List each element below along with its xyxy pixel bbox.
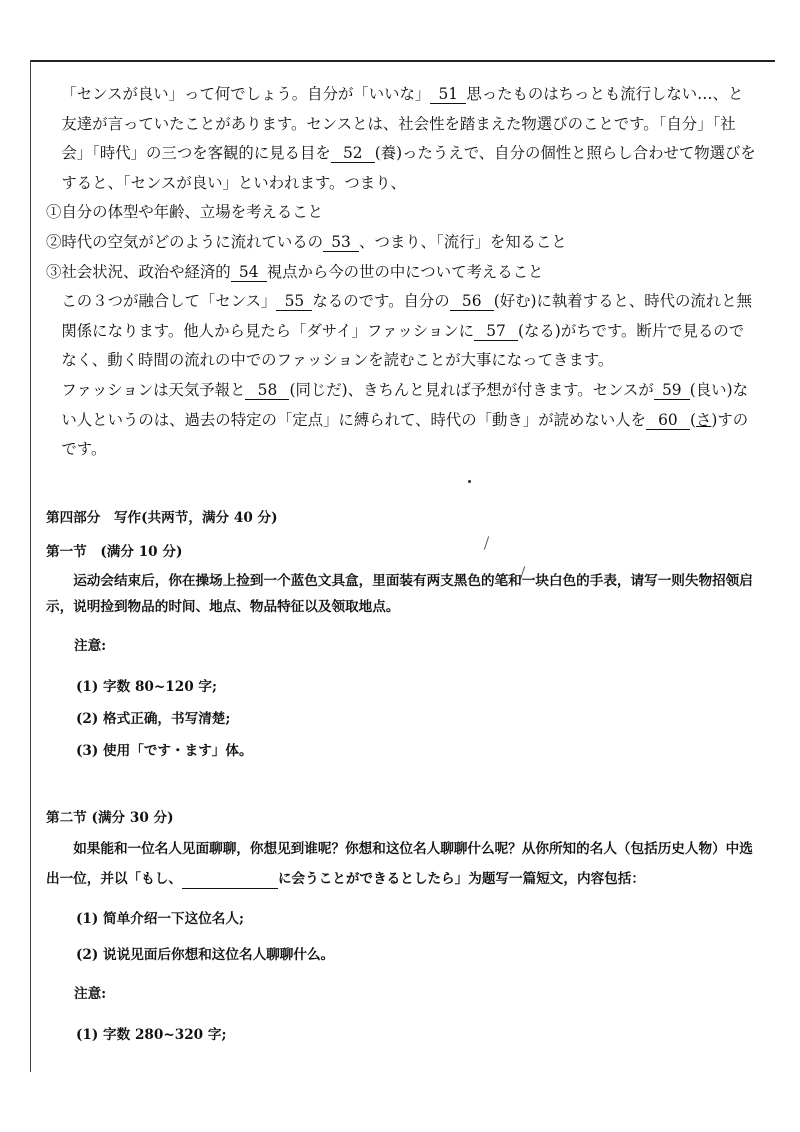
section-1-prompt: 运动会结束后，你在操场上捡到一个蓝色文具盒，里面装有两支黑色的笔和一块白色的手表，请写一则失物招领启示，说明捡到物品的时间、地点、物品特征以及领取地点。 (46, 573, 753, 615)
section-2-prompt: 如果能和一位名人见面聊聊，你想见到谁呢？你想和这位名人聊聊什么呢？从你所知的名人（包括历史人物）中选出一位，并以「もし、 に会うことができるとしたら」为题写一篇短文，内容包括： (46, 841, 753, 887)
hint-59: (良い) (689, 380, 733, 399)
section-1-note-3: (3) 使用「です・ます」体。 (76, 742, 253, 759)
section-2-item-2: (2) 说说见面后你想和这位名人聊聊什么。 (76, 947, 335, 963)
passage-paragraph-2: この３つが融合して「センス」 55 なるのです。自分の 56 (好む)に執着すると、時代の流れと無関係になります。他人から見たら「ダサイ」ファッションに 57 (なる)がちです。断片で見るのでなく、動く時間の流れの中でのファッションを読むことが大事になってきます。 (61, 292, 752, 370)
passage-paragraph-1: 「センスが良い」って何でしょう。自分が「いいな」 51 思ったものはちっとも流行しない…、と友達が言っていたことがあります。センスとは、社会性を踏まえた物選びのことです。「自分」「社会」「時代」の三つを客観的に見る目を 52 (養)ったうえで、自分の個性と照らし合わせて物選びをすると、「センスが良い」といわれます。つまり、 (61, 85, 756, 192)
left-border-rule (30, 60, 31, 1072)
hint-60: (さ) (689, 410, 718, 429)
section-2-note-1: (1) 字数 280~320 字; (76, 1026, 227, 1043)
part4-header (46, 506, 756, 526)
passage-paragraph-3: ファッションは天気予報と 58 (同じだ)、きちんと見れば予想が付きます。センスが 59 (良い)ない人というのは、過去の特定の「定点」に縛られて、時代の「動き」が読めない人を 60 (さ)すのです。 (61, 380, 749, 459)
blank-54[interactable]: 54 (231, 263, 267, 282)
hint-57: (なる) (518, 321, 561, 340)
section-2-title: 第二节 (满分 30 分) (46, 810, 174, 826)
blank-60[interactable]: 60 (646, 411, 690, 430)
blank-55[interactable]: 55 (276, 292, 312, 311)
section-1-note-2: (2) 格式正确，书写清楚; (76, 710, 231, 727)
section-2 (46, 806, 756, 1048)
part4-title: 第四部分 写作(共两节，满分 40 分) (46, 510, 278, 526)
blank-53[interactable]: 53 (323, 233, 359, 252)
hint-58: (同じだ) (289, 380, 348, 399)
blank-56[interactable]: 56 (450, 292, 494, 311)
title-blank[interactable] (182, 870, 278, 889)
list-item-1: ①自分の体型や年齢、立場を考えること (46, 203, 324, 222)
section-1-note-1: (1) 字数 80~120 字; (76, 678, 218, 695)
top-border-rule (30, 60, 775, 62)
section-1 (46, 540, 756, 764)
hint-56: (好む) (493, 292, 537, 311)
blank-58[interactable]: 58 (245, 381, 289, 400)
section-2-item-1: (1) 简单介绍一下这位名人; (76, 911, 245, 927)
section-1-title: 第一节 (满分 10 分) (46, 544, 183, 560)
blank-51[interactable]: 51 (430, 85, 466, 104)
hint-52: (養) (374, 144, 403, 163)
scan-speck (468, 480, 471, 483)
blank-52[interactable]: 52 (331, 144, 375, 163)
blank-59[interactable]: 59 (654, 381, 690, 400)
blank-57[interactable]: 57 (474, 322, 518, 341)
list-item-3: ③社会状況、政治や経済的 54 視点から今の世の中について考えること (46, 262, 544, 281)
list-item-2: ②時代の空気がどのように流れているの 53 、つまり、「流行」を知ること (46, 232, 567, 251)
section-1-note-label: 注意: (74, 638, 107, 654)
section-2-note-label: 注意: (74, 986, 107, 1002)
reading-passage (46, 80, 756, 465)
